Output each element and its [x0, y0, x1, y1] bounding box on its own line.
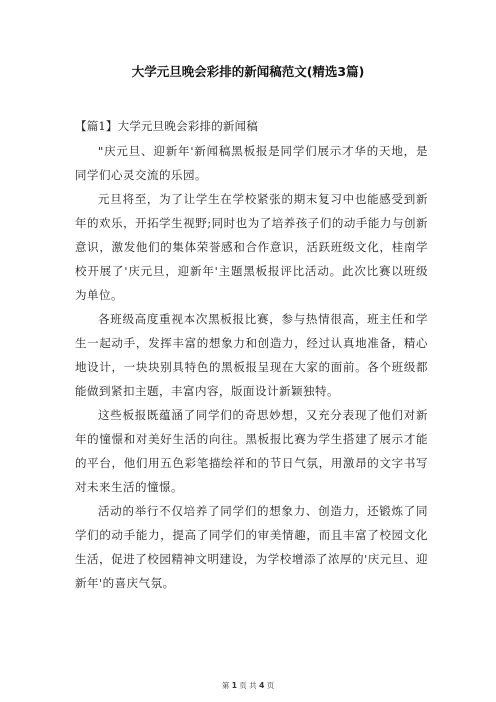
paragraph-3: 各班级高度重视本次黑板报比赛，参与热情很高，班主任和学生一起动手，发挥丰富的想象力和创造力，经过认真地准备，精心地设计，一块块别具特色的黑板报呈现在大家的面前。各个班级都能做到紧扣主题，丰富内容，版面设计新颖独特。 — [75, 312, 428, 398]
footer-middle: 页 共 — [239, 681, 257, 690]
footer-prefix: 第 — [221, 681, 230, 690]
paragraph-1: "庆元旦、迎新年'新闻稿黑板报是同学们展示才华的天地，是同学们心灵交流的乐园。 — [75, 144, 428, 182]
footer-total-pages: 4 — [259, 681, 265, 690]
document-body — [75, 117, 428, 595]
paragraph-4: 这些板报既蕴涵了同学们的奇思妙想，又充分表现了他们对新年的憧憬和对美好生活的向往。黑板报比赛为学生搭建了展示才能的平台，他们用五色彩笔描绘祥和的节日气氛，用激昂的文字书写对未来生活的憧憬。 — [75, 408, 428, 494]
document-title: 大学元旦晚会彩排的新闻稿范文(精选3篇) — [131, 64, 365, 79]
paragraph-5: 活动的举行不仅培养了同学们的想象力、创造力，还锻炼了同学们的动手能力，提高了同学们的审美情趣，而且丰富了校园文化生活，促进了校园精神文明建设，为学校增添了浓厚的'庆元旦、迎新年'的喜庆气氛。 — [75, 504, 428, 590]
section-heading: 【篇1】大学元旦晚会彩排的新闻稿 — [75, 119, 259, 133]
footer-current-page: 1 — [231, 681, 237, 690]
footer-suffix: 页 — [266, 681, 275, 690]
page-footer — [0, 681, 496, 691]
paragraph-2: 元旦将至，为了让学生在学校紧张的期末复习中也能感受到新年的欢乐，开拓学生视野;同时也为了培养孩子们的动手能力与创新意识，激发他们的集体荣誉感和合作意识，活跃班级文化，桂南学校开展了'庆元旦，迎新年'主题黑板报评比活动。此次比赛以班级为单位。 — [75, 192, 428, 302]
